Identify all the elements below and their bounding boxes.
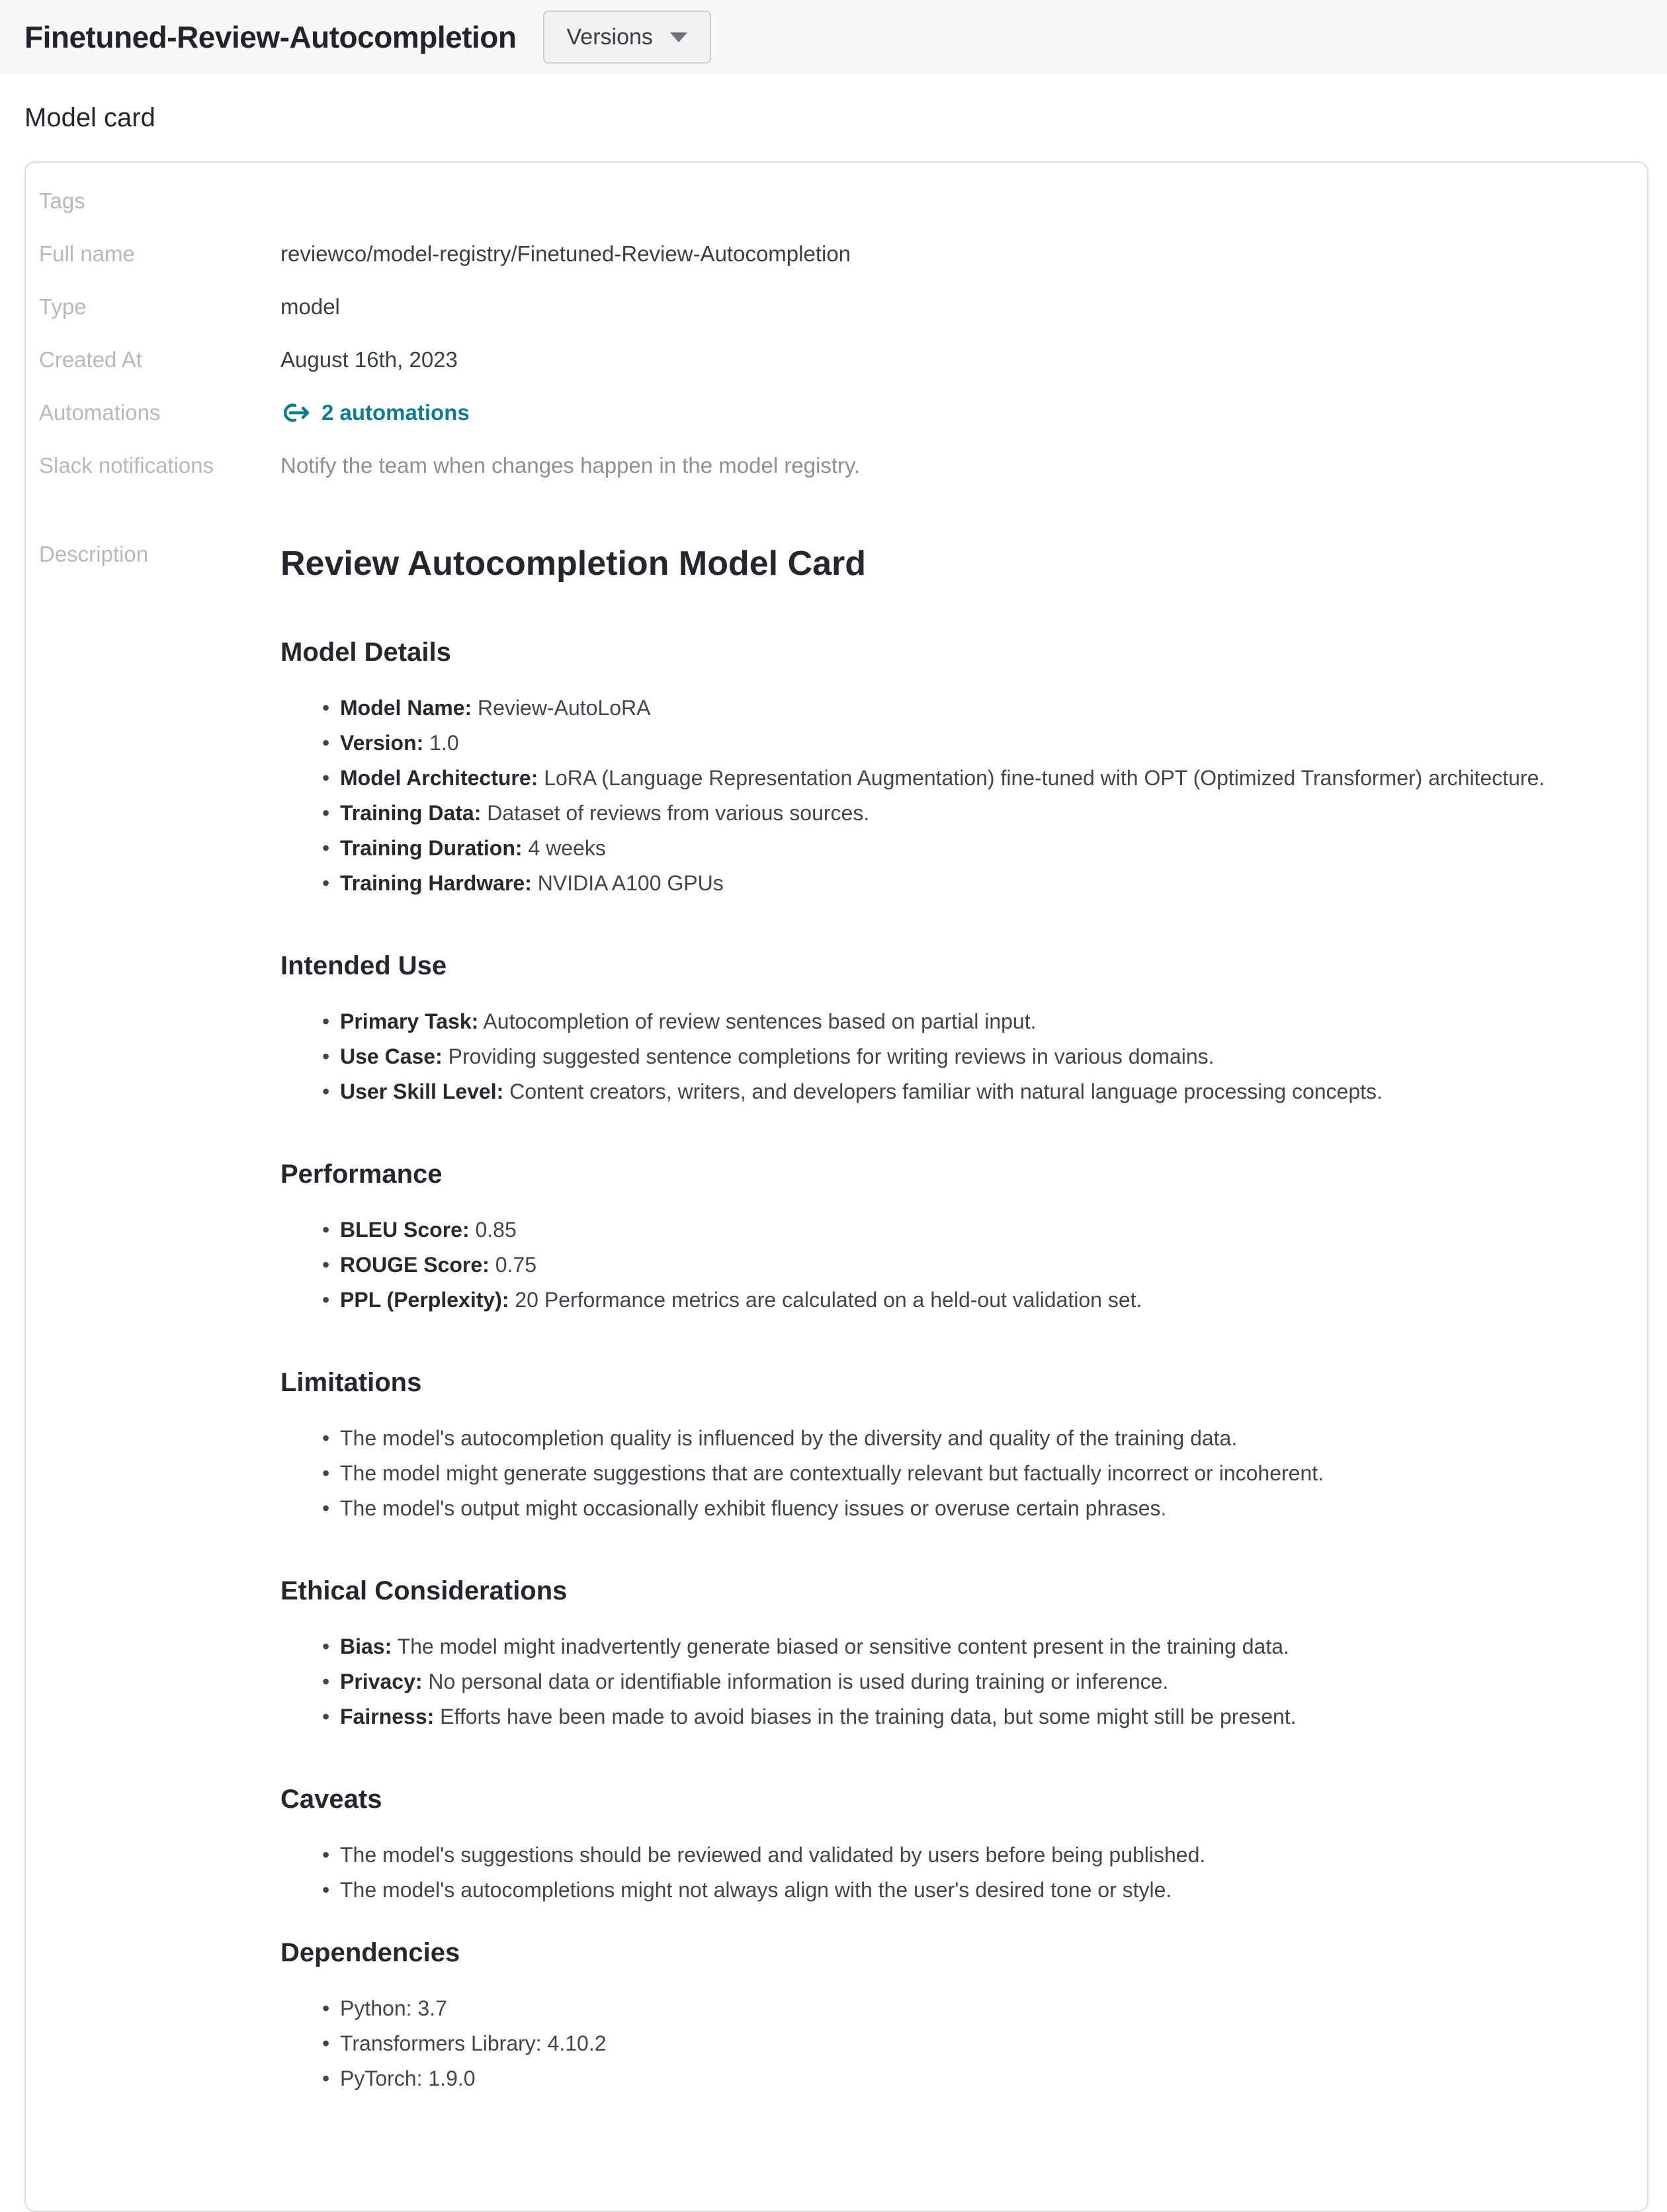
model-card-heading: Model card — [24, 103, 155, 132]
automation-icon — [280, 402, 311, 424]
section-heading: Intended Use — [280, 951, 447, 980]
markdown-section — [280, 634, 1631, 901]
section-list — [280, 1004, 1631, 1109]
markdown-section — [280, 1934, 1631, 2096]
list-item: • Use Case: Providing suggested sentence completions for writing reviews in various domains. — [340, 1039, 1631, 1074]
section-list — [280, 691, 1631, 901]
field-row — [39, 235, 1631, 288]
list-item: • Training Duration: 4 weeks — [340, 831, 1631, 866]
markdown-section — [280, 1572, 1631, 1734]
markdown-title: Review Autocompletion Model Card — [280, 544, 867, 583]
list-item: • Training Hardware: NVIDIA A100 GPUs — [340, 866, 1631, 901]
list-item: • Version: 1.0 — [340, 726, 1631, 761]
list-item: • PyTorch: 1.9.0 — [340, 2061, 1631, 2096]
list-item: • Model Name: Review-AutoLoRA — [340, 691, 1631, 726]
list-item: • The model's suggestions should be reviewed and validated by users before being published. — [340, 1838, 1631, 1873]
section-list — [280, 1991, 1631, 2096]
list-item: • The model's autocompletion quality is influenced by the diversity and quality of the training data. — [340, 1421, 1631, 1456]
content-area — [0, 99, 1667, 2212]
field-row — [39, 183, 1631, 235]
section-heading: Performance — [280, 1160, 443, 1189]
field-rows — [39, 183, 1631, 500]
section-heading: Caveats — [280, 1785, 382, 1814]
list-item: • User Skill Level: Content creators, writers, and developers familiar with natural language processing concepts. — [340, 1074, 1631, 1109]
list-item: • The model's output might occasionally exhibit fluency issues or overuse certain phrases. — [340, 1491, 1631, 1526]
list-item: • ROUGE Score: 0.75 — [340, 1248, 1631, 1283]
description-label: Description — [39, 542, 149, 566]
field-label: Type — [39, 294, 87, 319]
field-label: Full name — [39, 241, 135, 266]
field-row — [39, 447, 1631, 500]
list-item: • The model's autocompletions might not always align with the user's desired tone or style. — [340, 1873, 1631, 1908]
field-value: model — [280, 294, 340, 319]
markdown-section — [280, 1781, 1631, 1908]
list-item: • Fairness: Efforts have been made to avoid biases in the training data, but some might still be present. — [340, 1699, 1631, 1734]
field-value: August 16th, 2023 — [280, 347, 458, 372]
section-list — [280, 1421, 1631, 1526]
markdown-sections — [280, 634, 1631, 2096]
field-row — [39, 394, 1631, 447]
list-item: • Bias: The model might inadvertently generate biased or sensitive content present in the training data. — [340, 1629, 1631, 1664]
topbar — [0, 0, 1667, 74]
section-list — [280, 1838, 1631, 1908]
list-item: • Model Architecture: LoRA (Language Representation Augmentation) fine-tuned with OPT (Optimized Transformer) architecture. — [340, 761, 1631, 796]
field-label: Created At — [39, 347, 142, 372]
model-card-panel — [24, 161, 1648, 2212]
list-item: • PPL (Perplexity): 20 Performance metrics are calculated on a held-out validation set. — [340, 1283, 1631, 1318]
field-value — [280, 400, 1631, 430]
section-list — [280, 1212, 1631, 1318]
field-row — [39, 341, 1631, 394]
field-label: Automations — [39, 400, 161, 425]
list-item: • Python: 3.7 — [340, 1991, 1631, 2026]
list-item: • The model might generate suggestions that are contextually relevant but factually incorrect or incoherent. — [340, 1456, 1631, 1491]
field-value: Notify the team when changes happen in the model registry. — [280, 453, 861, 478]
list-item: • Privacy: No personal data or identifiable information is used during training or inference. — [340, 1664, 1631, 1699]
page-title: Finetuned-Review-Autocompletion — [24, 20, 517, 54]
list-item: • Primary Task: Autocompletion of review sentences based on partial input. — [340, 1004, 1631, 1039]
list-item: • Training Data: Dataset of reviews from various sources. — [340, 796, 1631, 831]
markdown-section — [280, 947, 1631, 1109]
section-heading: Model Details — [280, 638, 451, 667]
section-list — [280, 1629, 1631, 1734]
section-heading: Limitations — [280, 1368, 422, 1397]
automations-link[interactable] — [280, 400, 470, 426]
chevron-down-icon — [670, 32, 687, 42]
description-row — [39, 520, 1631, 2096]
field-label: Slack notifications — [39, 453, 214, 478]
section-heading: Ethical Considerations — [280, 1576, 568, 1605]
markdown-section — [280, 1156, 1631, 1318]
section-heading: Dependencies — [280, 1938, 460, 1967]
field-row — [39, 288, 1631, 341]
field-value: reviewco/model-registry/Finetuned-Review-Autocompletion — [280, 241, 851, 266]
field-label: Tags — [39, 189, 85, 213]
markdown-body — [280, 520, 1631, 2096]
list-item: • Transformers Library: 4.10.2 — [340, 2026, 1631, 2061]
list-item: • BLEU Score: 0.85 — [340, 1212, 1631, 1248]
versions-button[interactable] — [543, 11, 711, 64]
markdown-section — [280, 1364, 1631, 1526]
automations-link-label: 2 automations — [321, 400, 470, 425]
versions-button-label: Versions — [566, 24, 653, 50]
